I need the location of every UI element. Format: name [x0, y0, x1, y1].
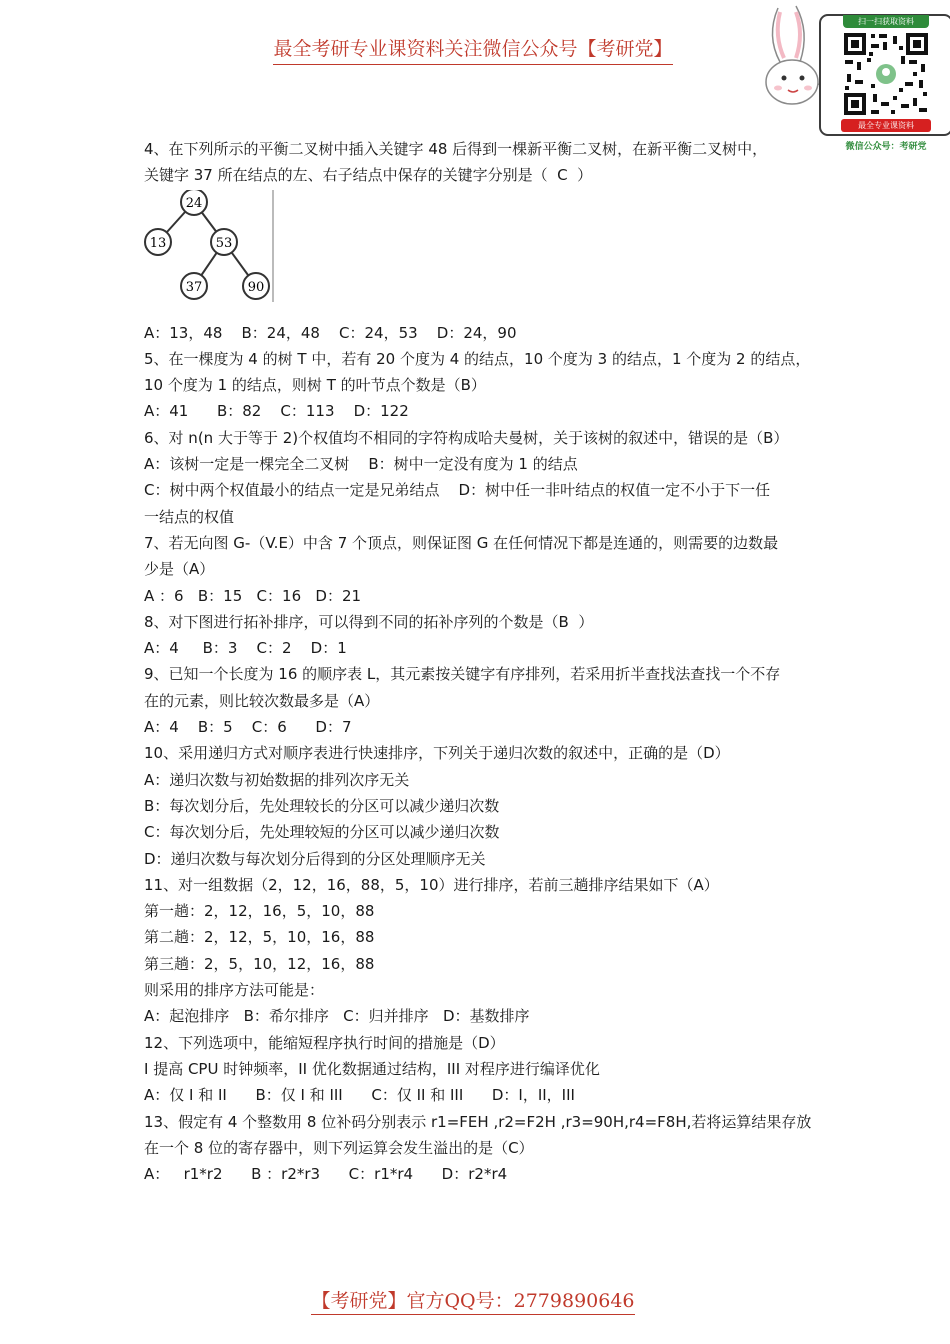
question-11-pass-2: 第二趟：2，12，5，10，16，88: [144, 928, 375, 947]
question-12-options: A：仅 I 和 II B：仅 I 和 III C：仅 II 和 III D：I，II，III: [144, 1086, 575, 1105]
figure-spacer: [144, 189, 814, 320]
tree-node-37-label: 37: [185, 280, 203, 295]
qr-top-label: 扫一扫获取资料: [843, 15, 929, 28]
tree-node-53-label: 53: [215, 236, 233, 251]
question-6-stem-line-1: 6、对 n(n 大于等于 2)个权值均不相同的字符构成哈夫曼树，关于该树的叙述中，错误的是（B）: [144, 428, 789, 447]
question-7-stem-line-1: 7、若无向图 G-（V.E）中含 7 个顶点，则保证图 G 在任何情况下都是连通的，则需要的边数最: [144, 533, 779, 552]
question-6-option-line-1: A：该树一定是一棵完全二叉树 B：树中一定没有度为 1 的结点: [144, 455, 578, 474]
tree-node-13-label: 13: [149, 236, 167, 251]
qr-bottom-label: 最全专业课资料: [841, 119, 931, 132]
question-11-options: A：起泡排序 B：希尔排序 C：归并排序 D：基数排序: [144, 1007, 530, 1026]
question-9-options: A：4 B：5 C：6 D：7: [144, 718, 352, 737]
question-10-stem-line-1: 10、采用递归方式对顺序表进行快速排序，下列关于递归次数的叙述中，正确的是（D）: [144, 744, 730, 763]
qr-caption: 微信公众号：考研党: [845, 142, 927, 152]
qr-code-card: [819, 14, 950, 136]
question-13-stem-line-1: 13、假定有 4 个整数用 8 位补码分别表示 r1=FEH ,r2=F2H ,r3=90H,r4=F8H,若将运算结果存放: [144, 1112, 812, 1131]
question-7-stem-line-2: 少是（A）: [144, 560, 215, 579]
question-10-option-b: B：每次划分后，先处理较长的分区可以减少递归次数: [144, 796, 500, 815]
question-5-stem-line-2: 10 个度为 1 的结点，则树 T 的叶节点个数是（B）: [144, 376, 486, 395]
question-10-option-d: D：递归次数与每次划分后得到的分区处理顺序无关: [144, 849, 486, 868]
question-5-options: A：41 B：82 C：113 D：122: [144, 402, 409, 421]
question-10-option-c: C：每次划分后，先处理较短的分区可以减少递归次数: [144, 823, 500, 842]
qr-code-icon: [843, 32, 929, 116]
question-8-options: A：4 B：3 C：2 D：1: [144, 639, 347, 658]
question-4-options: A：13，48 B：24，48 C：24，53 D：24，90: [144, 323, 517, 342]
header-banner-text: 最全考研专业课资料关注微信公众号【考研党】: [273, 34, 672, 65]
question-7-options: A ：6 B：15 C：16 D：21: [144, 586, 362, 605]
question-4-stem-line-1: 4、在下列所示的平衡二叉树中插入关键字 48 后得到一棵新平衡二叉树，在新平衡二叉树中，: [144, 140, 768, 158]
question-10-option-a: A：递归次数与初始数据的排列次序无关: [144, 770, 410, 789]
question-9-stem-line-2: 在的元素，则比较次数最多是（A）: [144, 691, 380, 710]
question-8-stem-line-1: 8、对下图进行拓补排序，可以得到不同的拓补序列的个数是（B ）: [144, 612, 594, 631]
question-13-options: A： r1*r2 B ：r2*r3 C：r1*r4 D：r2*r4: [144, 1165, 508, 1184]
tree-node-90-label: 90: [247, 280, 265, 295]
footer-banner: [0, 1286, 950, 1315]
question-11-pass-1: 第一趟：2，12，16，5，10，88: [144, 902, 375, 921]
tree-node-24-label: 24: [185, 196, 203, 211]
question-11-prompt: 则采用的排序方法可能是：: [144, 981, 325, 1000]
question-11-stem-line-1: 11、对一组数据（2，12，16，88，5，10）进行排序，若前三趟排序结果如下（A）: [144, 875, 719, 894]
question-12-stem-line-1: 12、下列选项中，能缩短程序执行时间的措施是（D）: [144, 1033, 505, 1052]
question-12-stem-line-2: I 提高 CPU 时钟频率，II 优化数据通过结构，III 对程序进行编译优化: [144, 1059, 600, 1078]
question-6-option-line-2: C：树中两个权值最小的结点一定是兄弟结点 D：树中任一非叶结点的权值一定不小于下一任: [144, 481, 771, 500]
question-9-stem-line-1: 9、已知一个长度为 16 的顺序表 L，其元素按关键字有序排列，若采用折半查找法查找一个不存: [144, 665, 781, 684]
question-13-stem-line-2: 在一个 8 位的寄存器中，则下列运算会发生溢出的是（C）: [144, 1138, 534, 1157]
question-4-stem-line-2: 关键字 37 所在结点的左、右子结点中保存的关键字分别是（ C ）: [144, 166, 593, 185]
question-list: [144, 136, 814, 1187]
footer-text: 【考研党】官方QQ号：2779890646: [311, 1286, 634, 1315]
question-6-option-line-3: 一结点的权值: [144, 507, 235, 526]
question-5-stem-line-1: 5、在一棵度为 4 的树 T 中，若有 20 个度为 4 的结点，10 个度为 3 的结点，1 个度为 2 的结点，: [144, 349, 811, 368]
question-11-pass-3: 第三趟：2，5，10，12，16，88: [144, 954, 375, 973]
